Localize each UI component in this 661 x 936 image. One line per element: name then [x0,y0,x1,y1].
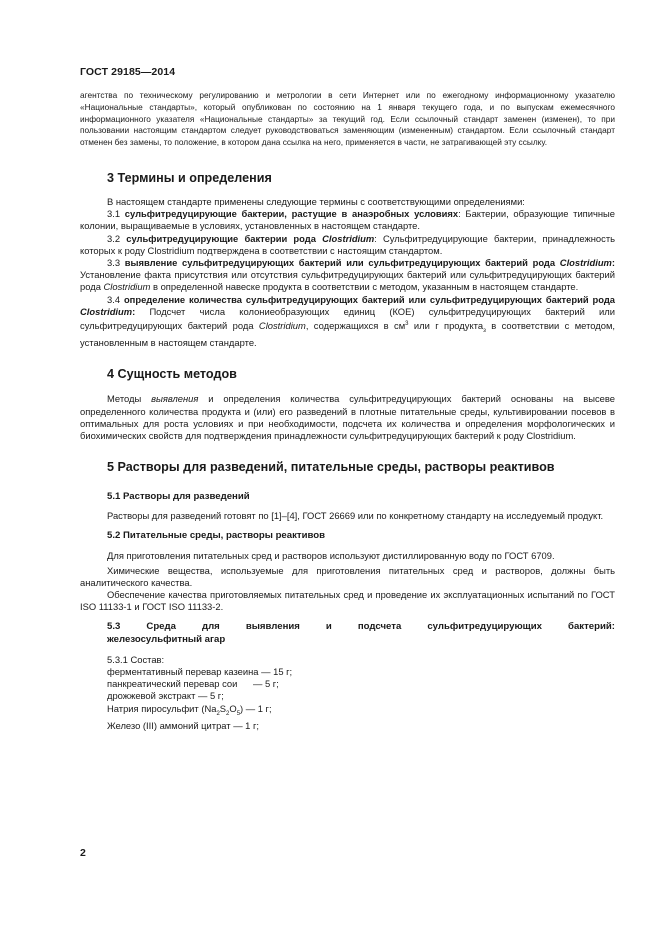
composition-heading: 5.3.1 Состав: [107,653,165,665]
subsection-5-3-heading-line-2: железосульфитный агар [107,633,226,645]
list-item: Железо (III) аммоний цитрат — 1 г; [107,719,260,731]
term-3-1: 3.1 сульфитредуцирующие бактерии, растущие в анаэробных условиях: Бактерии, образующие типичные колонии, выращиваемые в условиях, установленных в настоящем стандарте. [80,208,616,232]
document-header: ГОСТ 29185—2014 [80,66,176,78]
section-5-heading: 5 Растворы для разведений, питательные среды, растворы реактивов [107,460,555,475]
composition-list [80,654,615,732]
subsection-5-2-para-3: Обеспечение качества приготовляемых питательных сред и проведение их эксплуатационных испытаний по ГОСТ ISO 11133-1 и ГОСТ ISO 11133-2. [80,589,615,613]
subsection-5-2-para-2: Химические вещества, используемые для приготовления питательных сред и растворов, должны быть аналитического качества. [80,564,615,588]
subsection-5-1-heading: 5.1 Растворы для разведений [107,491,250,503]
term-3-4: 3.4 определение количества сульфитредуцирующих бактерий или сульфитредуцирующих бактерий рода Clostridium: Подсчет числа колониеобразующих единиц (КОЕ) сульфитредуцирующих бактерий или сульфитредуцирующих бактерий рода Clostridium, содержащихся в $см^3$ или г продукта$_з$ в соответствии с методом, установленным в настоящем стандарте. [80,293,616,349]
section-4-heading: 4 Сущность методов [107,367,237,382]
intro-block [80,90,615,149]
term-3-1-name: сульфитредуцирующие бактерии, растущие в анаэробных условиях [124,208,459,220]
list-item: панкреатический перевар сои — 5 г; [107,678,279,690]
subsection-5-2-para-1: Для приготовления питательных сред и растворов используют дистиллированную воду по ГОСТ 6709. [107,550,555,562]
list-item: дрожжевой экстракт — 5 г; [107,690,224,702]
section-3-lead: В настоящем стандарте применены следующие термины с соответствующими определениями: [107,195,525,207]
section-4-paragraph: Методы выявления и определения количества сульфитредуцирующих бактерий основаны на высеве определенного количества продукта и (или) его разведений в плотные питательные среды, культивировании посевов в оптимальных для роста условиях и при необходимости, подсчета их количества и определения морфологических и биохимических свойств для подтверждения принадлежности сульфитредуцирующих бактерий к роду Clostridium. [80,393,615,442]
list-item: ферментативный перевар казеина — 15 г; [107,666,293,678]
term-3-3-name: выявление сульфитредуцирующих бактерий или сульфитредуцирующих бактерий рода [124,257,560,268]
subsection-5-3-heading-line-1: 5.3 Среда для выявления и подсчета сульфитредуцирующих бактерий: [107,621,615,633]
subsection-5-3-heading [80,621,615,645]
section-3-heading: 3 Термины и определения [107,170,272,185]
term-3-4-name: определение количества сульфитредуцирующих бактерий или сульфитредуцирующих бактерий рода [123,293,616,305]
term-3-2: 3.2 сульфитредуцирующие бактерии рода Clostridium: Сульфитредуцирующие бактерии, принадлежность которых к роду Clostridium подтверждена в соответствии с настоящим стандартом. [80,232,616,256]
intro-paragraph: агентства по техническому регулированию и метрологии в сети Интернет или по ежегодному информационному указателю «Национальные стандарты», который опубликован по состоянию на 1 января текущего года, и по выпускам ежемесячного информационного указателя «Национальные стандарты» за текущий год. Если ссылочный стандарт заменен (изменен), то при пользовании настоящим стандартом следует руководствоваться заменяющим (измененным) стандартом. Если ссылочный стандарт отменен без замены, то положение, в котором дана ссылка на него, применяется в части, не затрагивающей эту ссылку. [80,90,615,148]
subsection-5-2-heading: 5.2 Питательные среды, растворы реактивов [107,530,326,542]
page-number: 2 [80,847,86,859]
term-3-3: 3.3 выявление сульфитредуцирующих бактерий или сульфитредуцирующих бактерий рода Clostridium: Установление факта присутствия или отсутствия сульфитредуцирующих бактерий или сульфитредуцирующих бактерий рода Clostridium в определенной навеске продукта в соответствии с методом, указанным в настоящем стандарте. [80,257,616,293]
list-item: Натрия пиросульфит $(Na_2S_2O_5)$ — 1 г; [107,702,272,717]
subsection-5-1-text: Растворы для разведений готовят по [1]–[4], ГОСТ 26669 или по конкретному стандарту на исследуемый продукт. [107,510,604,522]
term-3-2-name: сульфитредуцирующие бактерии рода [126,232,323,244]
page-content [80,90,615,732]
